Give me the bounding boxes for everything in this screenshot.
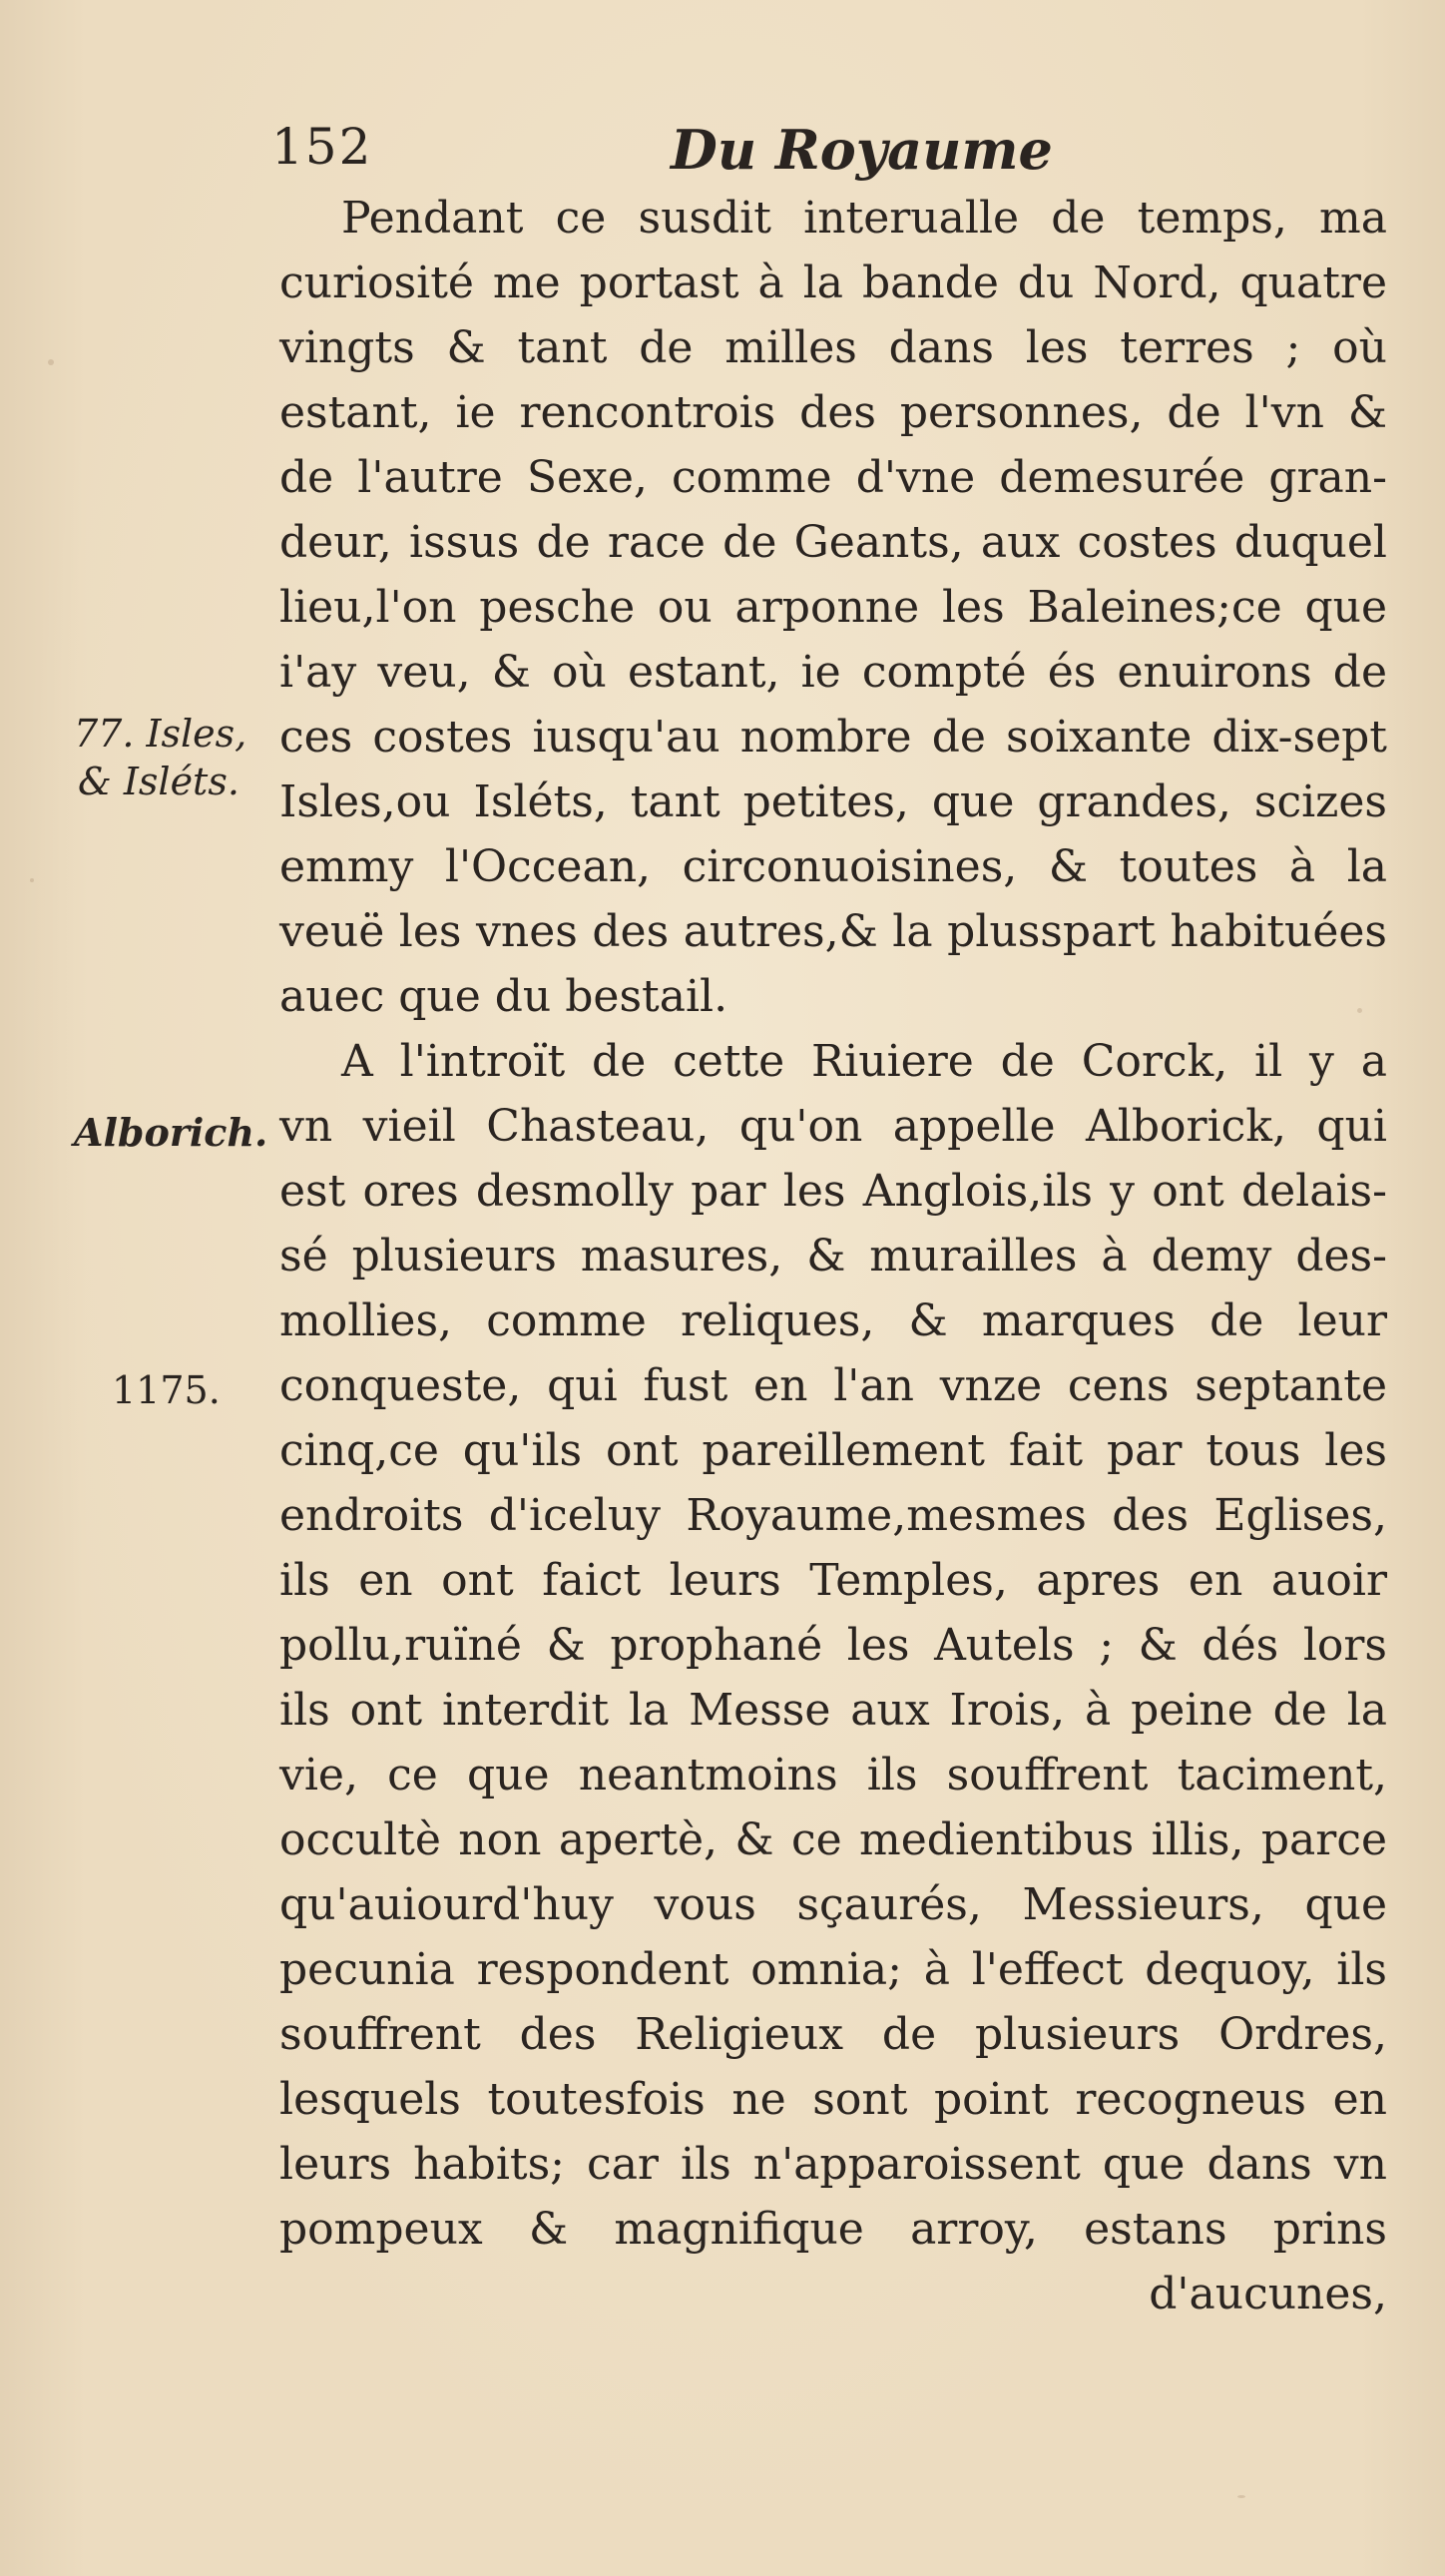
margin-note-year: 1175. bbox=[112, 1368, 221, 1412]
paper-speck bbox=[1357, 1008, 1362, 1013]
paper-speck bbox=[30, 878, 34, 882]
text-line: ces costes iusqu'au nombre de soixante dix-sept bbox=[279, 712, 1387, 763]
text-line: i'ay veu, & où estant, ie compté és enuirons de bbox=[279, 647, 1387, 698]
text-line: pecunia respondent omnia; à l'effect dequoy, ils bbox=[279, 1944, 1387, 1995]
text-line: estant, ie rencontrois des personnes, de l'vn & bbox=[279, 387, 1387, 438]
text-line: conqueste, qui fust en l'an vnze cens septante bbox=[279, 1360, 1387, 1411]
text-line: vingts & tant de milles dans les terres ; où bbox=[279, 322, 1387, 373]
text-line: vn vieil Chasteau, qu'on appelle Alborick, qui bbox=[279, 1101, 1387, 1152]
text-line: cinq,ce qu'ils ont pareillement fait par tous les bbox=[279, 1425, 1387, 1476]
text-line: ils en ont faict leurs Temples, apres en auoir bbox=[279, 1555, 1387, 1606]
text-line: A l'introït de cette Riuiere de Corck, il y a bbox=[341, 1036, 1387, 1087]
text-line: deur, issus de race de Geants, aux costes duquel bbox=[279, 517, 1387, 568]
text-line: leurs habits; car ils n'apparoissent que dans vn bbox=[279, 2139, 1387, 2190]
text-line: vie, ce que neantmoins ils souffrent taciment, bbox=[279, 1750, 1387, 1801]
catchword: d'aucunes, bbox=[1149, 2269, 1387, 2319]
text-line: endroits d'iceluy Royaume,mesmes des Eglises, bbox=[279, 1490, 1387, 1541]
margin-note-alborich: Alborich. bbox=[74, 1110, 268, 1155]
text-line: lieu,l'on pesche ou arponne les Baleines;ce que bbox=[279, 582, 1387, 633]
text-line: emmy l'Occean, circonuoisines, & toutes à la bbox=[279, 841, 1387, 892]
text-line: veuë les vnes des autres,& la plusspart habituées bbox=[279, 906, 1387, 957]
text-line: sé plusieurs masures, & murailles à demy des- bbox=[279, 1231, 1387, 1282]
page-header bbox=[271, 118, 1389, 188]
body-text bbox=[279, 186, 1387, 2326]
text-line: qu'auiourd'huy vous sçaurés, Messieurs, que bbox=[279, 1879, 1387, 1930]
text-line: pompeux & magnifique arroy, estans prins bbox=[279, 2204, 1387, 2255]
paper-speck bbox=[1237, 2495, 1245, 2498]
text-line: est ores desmolly par les Anglois,ils y ont delais- bbox=[279, 1166, 1387, 1217]
text-line: souffrent des Religieux de plusieurs Ordres, bbox=[279, 2009, 1387, 2060]
text-line: ils ont interdit la Messe aux Irois, à peine de la bbox=[279, 1685, 1387, 1736]
text-line: mollies, comme reliques, & marques de leur bbox=[279, 1295, 1387, 1346]
running-head: Du Royaume bbox=[671, 118, 1053, 182]
text-line: curiosité me portast à la bande du Nord, quatre bbox=[279, 258, 1387, 308]
text-line: Isles,ou Isléts, tant petites, que grandes, scizes bbox=[279, 776, 1387, 827]
text-line: Pendant ce susdit interualle de temps, ma bbox=[341, 193, 1387, 244]
text-line: occultè non apertè, & ce medientibus illis, parce bbox=[279, 1814, 1387, 1865]
page-number: 152 bbox=[271, 118, 373, 176]
margin-note-isles: 77. Isles, bbox=[74, 712, 247, 756]
text-line: de l'autre Sexe, comme d'vne demesurée gran- bbox=[279, 452, 1387, 503]
text-line: auec que du bestail. bbox=[279, 971, 728, 1022]
text-line: lesquels toutesfois ne sont point recogneus en bbox=[279, 2074, 1387, 2125]
text-line: pollu,ruïné & prophané les Autels ; & dés lors bbox=[279, 1620, 1387, 1671]
paper-speck bbox=[48, 359, 54, 365]
margin-note-isles-2: & Isléts. bbox=[78, 760, 240, 803]
